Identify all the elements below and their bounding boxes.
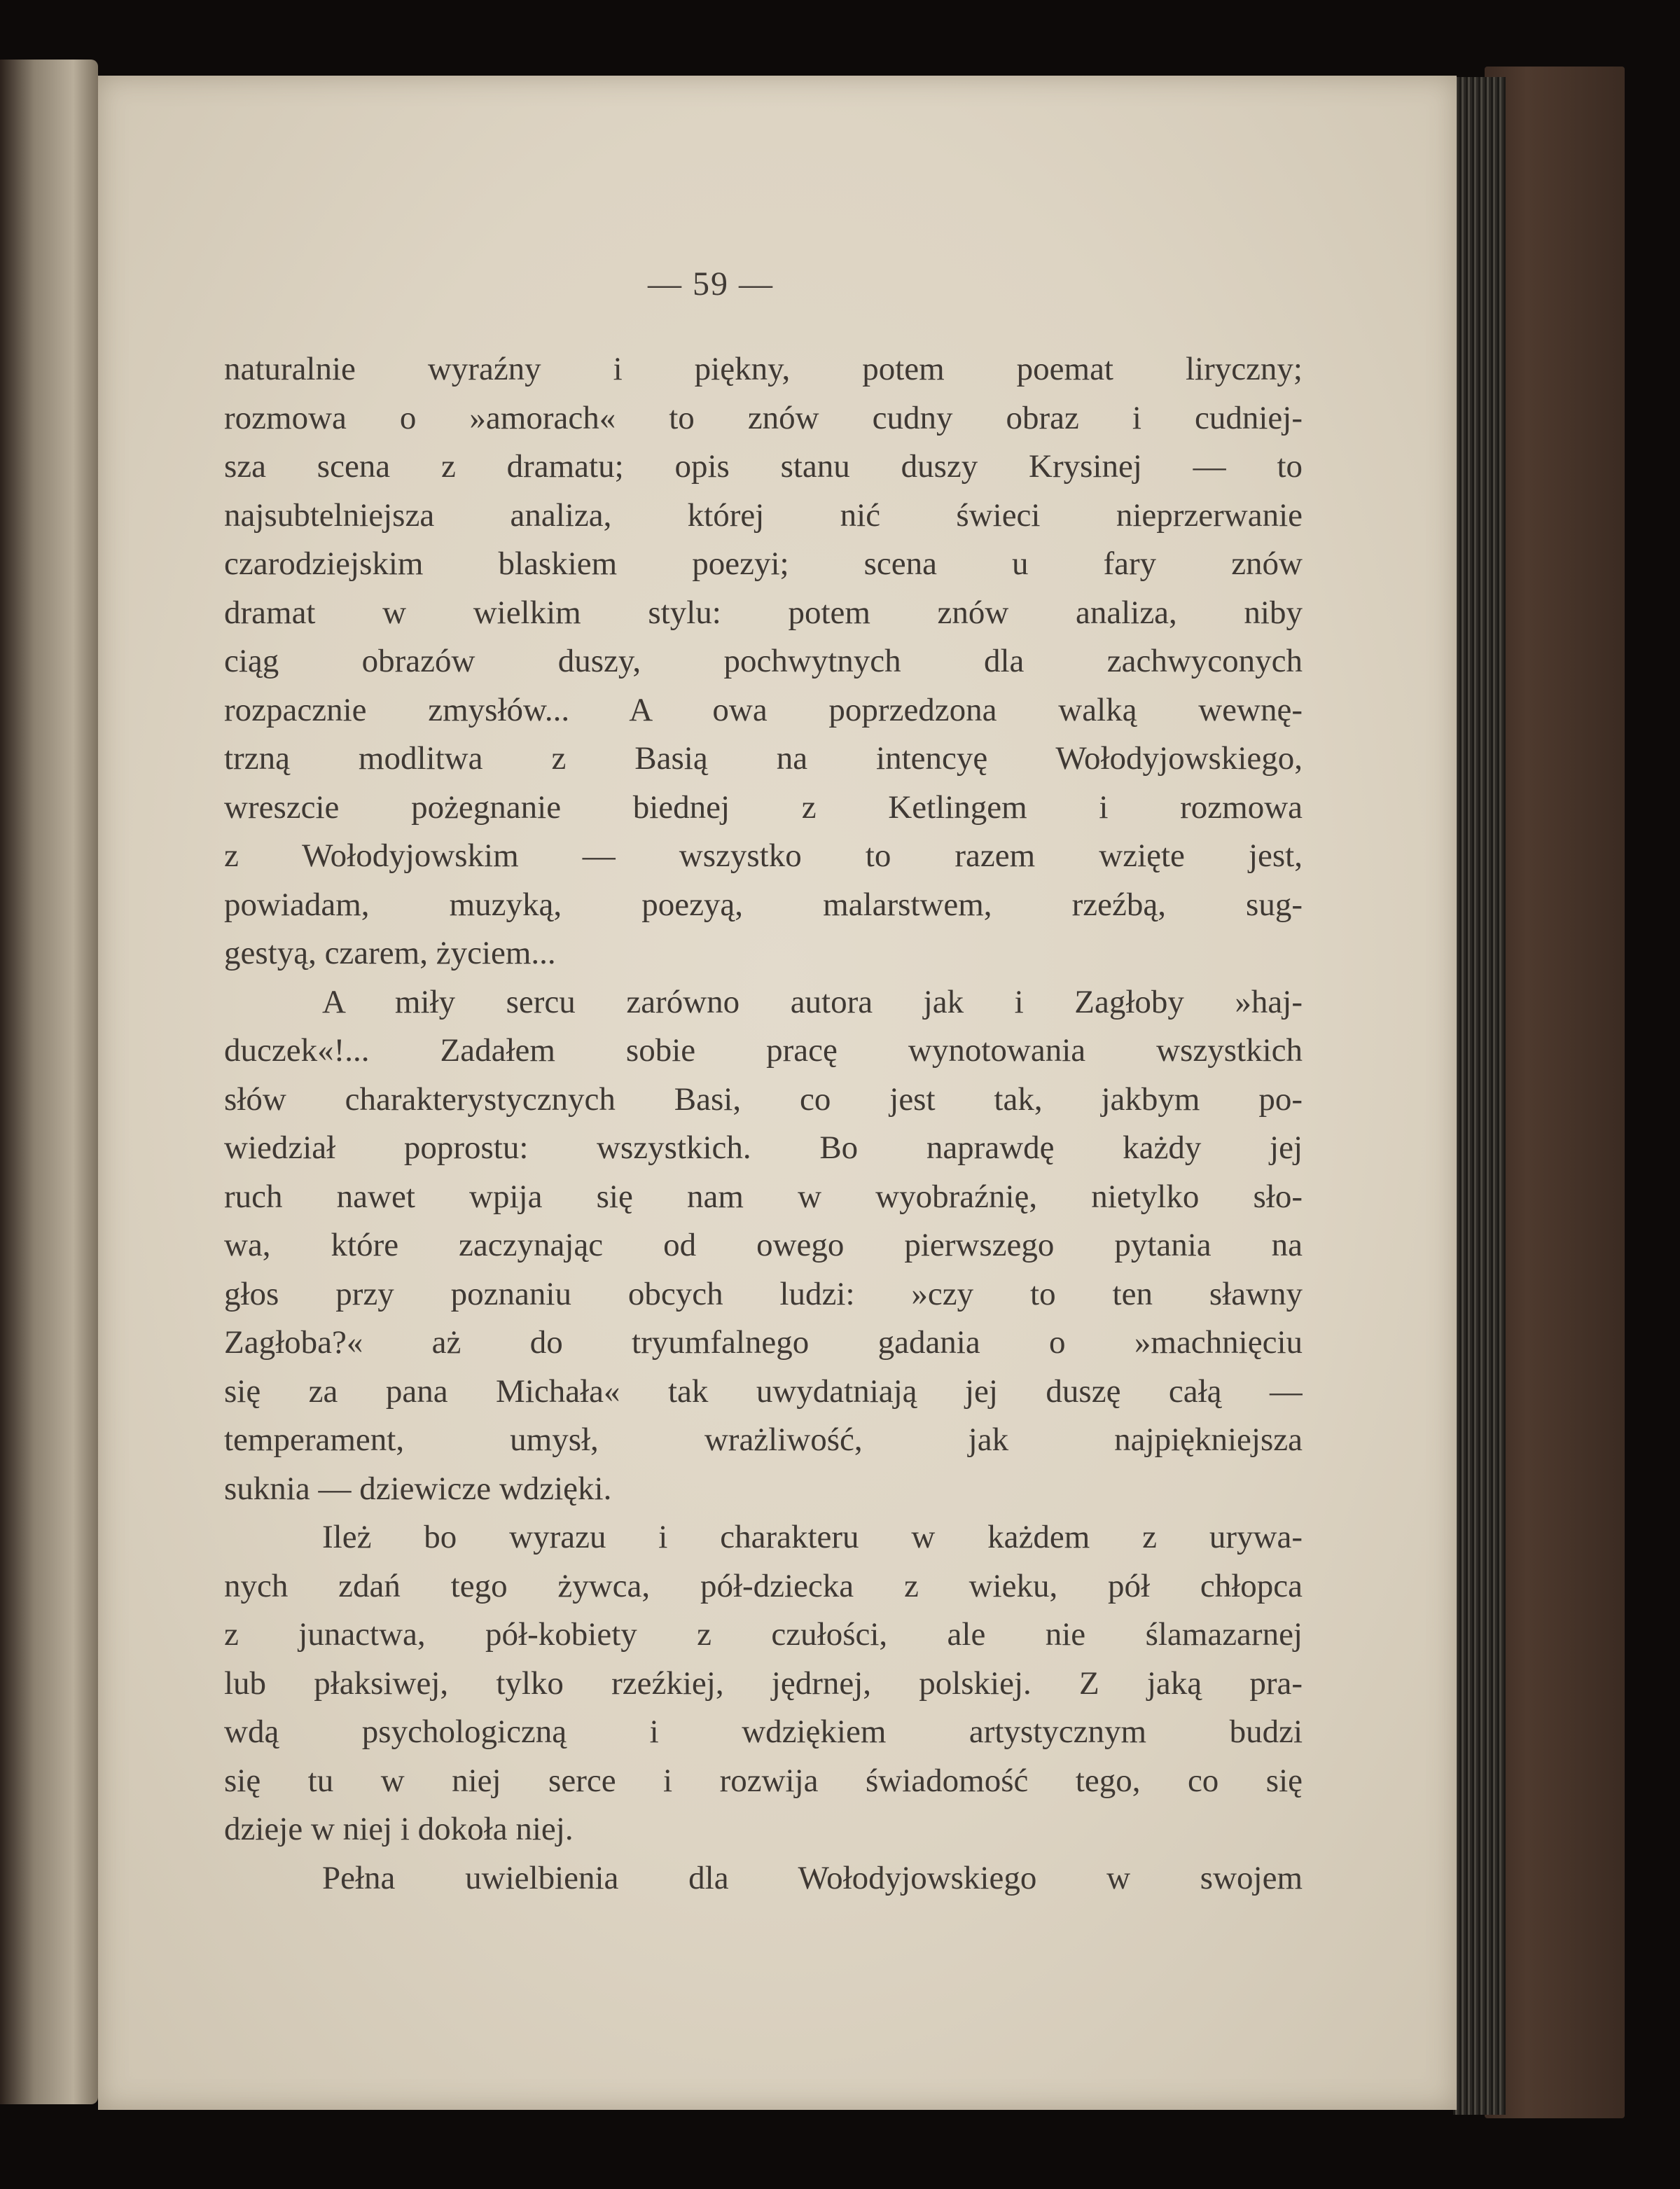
text-line: Ileż bo wyrazu i charakteru w każdem z urywa-: [322, 1519, 1303, 1555]
text-line: dramat w wielkim stylu: potem znów analiza, niby: [224, 594, 1303, 631]
text-line: nych zdań tego żywca, pół-dziecka z wieku, pół chłopca: [224, 1567, 1303, 1604]
text-line: gestyą, czarem, życiem...: [224, 935, 556, 971]
book-page: [98, 76, 1457, 2110]
book-cover-board: [1485, 67, 1625, 2118]
text-line: trzną modlitwa z Basią na intencyę Wołodyjowskiego,: [224, 740, 1303, 777]
text-line: ruch nawet wpija się nam w wyobraźnię, nietylko sło-: [224, 1178, 1303, 1215]
text-line: naturalnie wyraźny i piękny, potem poemat liryczny;: [224, 351, 1303, 387]
text-line: się tu w niej serce i rozwija świadomość tego, co się: [224, 1762, 1303, 1799]
text-line: powiadam, muzyką, poezyą, malarstwem, rzeźbą, sug-: [224, 886, 1303, 923]
previous-page-edge: [0, 60, 98, 2104]
text-line: słów charakterystycznych Basi, co jest tak, jakbym po-: [224, 1080, 1303, 1118]
text-line: z Wołodyjowskim — wszystko to razem wzięte jest,: [224, 838, 1303, 874]
text-line: temperament, umysł, wrażliwość, jak najpiękniejsza: [224, 1422, 1303, 1458]
page-number: — 59 —: [648, 265, 774, 303]
text-line: lub płaksiwej, tylko rzeźkiej, jędrnej, polskiej. Z jaką pra-: [224, 1665, 1303, 1702]
text-line: się za pana Michała« tak uwydatniają jej duszę całą —: [224, 1373, 1303, 1410]
page-stack-edges: [1453, 77, 1506, 2115]
text-line: Pełna uwielbienia dla Wołodyjowskiego w swojem: [322, 1859, 1303, 1896]
text-line: wiedział poprostu: wszystkich. Bo naprawdę każdy jej: [224, 1130, 1303, 1166]
text-line: sza scena z dramatu; opis stanu duszy Krysinej — to: [224, 448, 1303, 485]
page-body-text: [224, 345, 1303, 1903]
text-line: suknia — dziewicze wdzięki.: [224, 1470, 612, 1507]
text-line: duczek«!... Zadałem sobie pracę wynotowania wszystkich: [224, 1032, 1303, 1069]
text-line: rozmowa o »amorach« to znów cudny obraz i cudniej-: [224, 399, 1303, 436]
text-line: głos przy poznaniu obcych ludzi: »czy to ten sławny: [224, 1275, 1303, 1312]
text-line: najsubtelniejsza analiza, której nić świeci nieprzerwanie: [224, 496, 1303, 534]
text-line: wa, które zaczynając od owego pierwszego pytania na: [224, 1227, 1303, 1263]
text-line: ciąg obrazów duszy, pochwytnych dla zachwyconych: [224, 643, 1303, 679]
text-line: dzieje w niej i dokoła niej.: [224, 1811, 574, 1847]
text-line: A miły sercu zarówno autora jak i Zagłoby »haj-: [322, 983, 1303, 1020]
text-line: wreszcie pożegnanie biednej z Ketlingem i rozmowa: [224, 788, 1303, 826]
text-line: Zagłoba?« aż do tryumfalnego gadania o »machnięciu: [224, 1324, 1303, 1361]
text-line: z junactwa, pół-kobiety z czułości, ale nie ślamazarnej: [224, 1616, 1303, 1653]
text-line: czarodziejskim blaskiem poezyi; scena u fary znów: [224, 545, 1303, 582]
text-line: wdą psychologiczną i wdziękiem artystycznym budzi: [224, 1714, 1303, 1750]
text-line: rozpacznie zmysłów... A owa poprzedzona walką wewnę-: [224, 691, 1303, 728]
